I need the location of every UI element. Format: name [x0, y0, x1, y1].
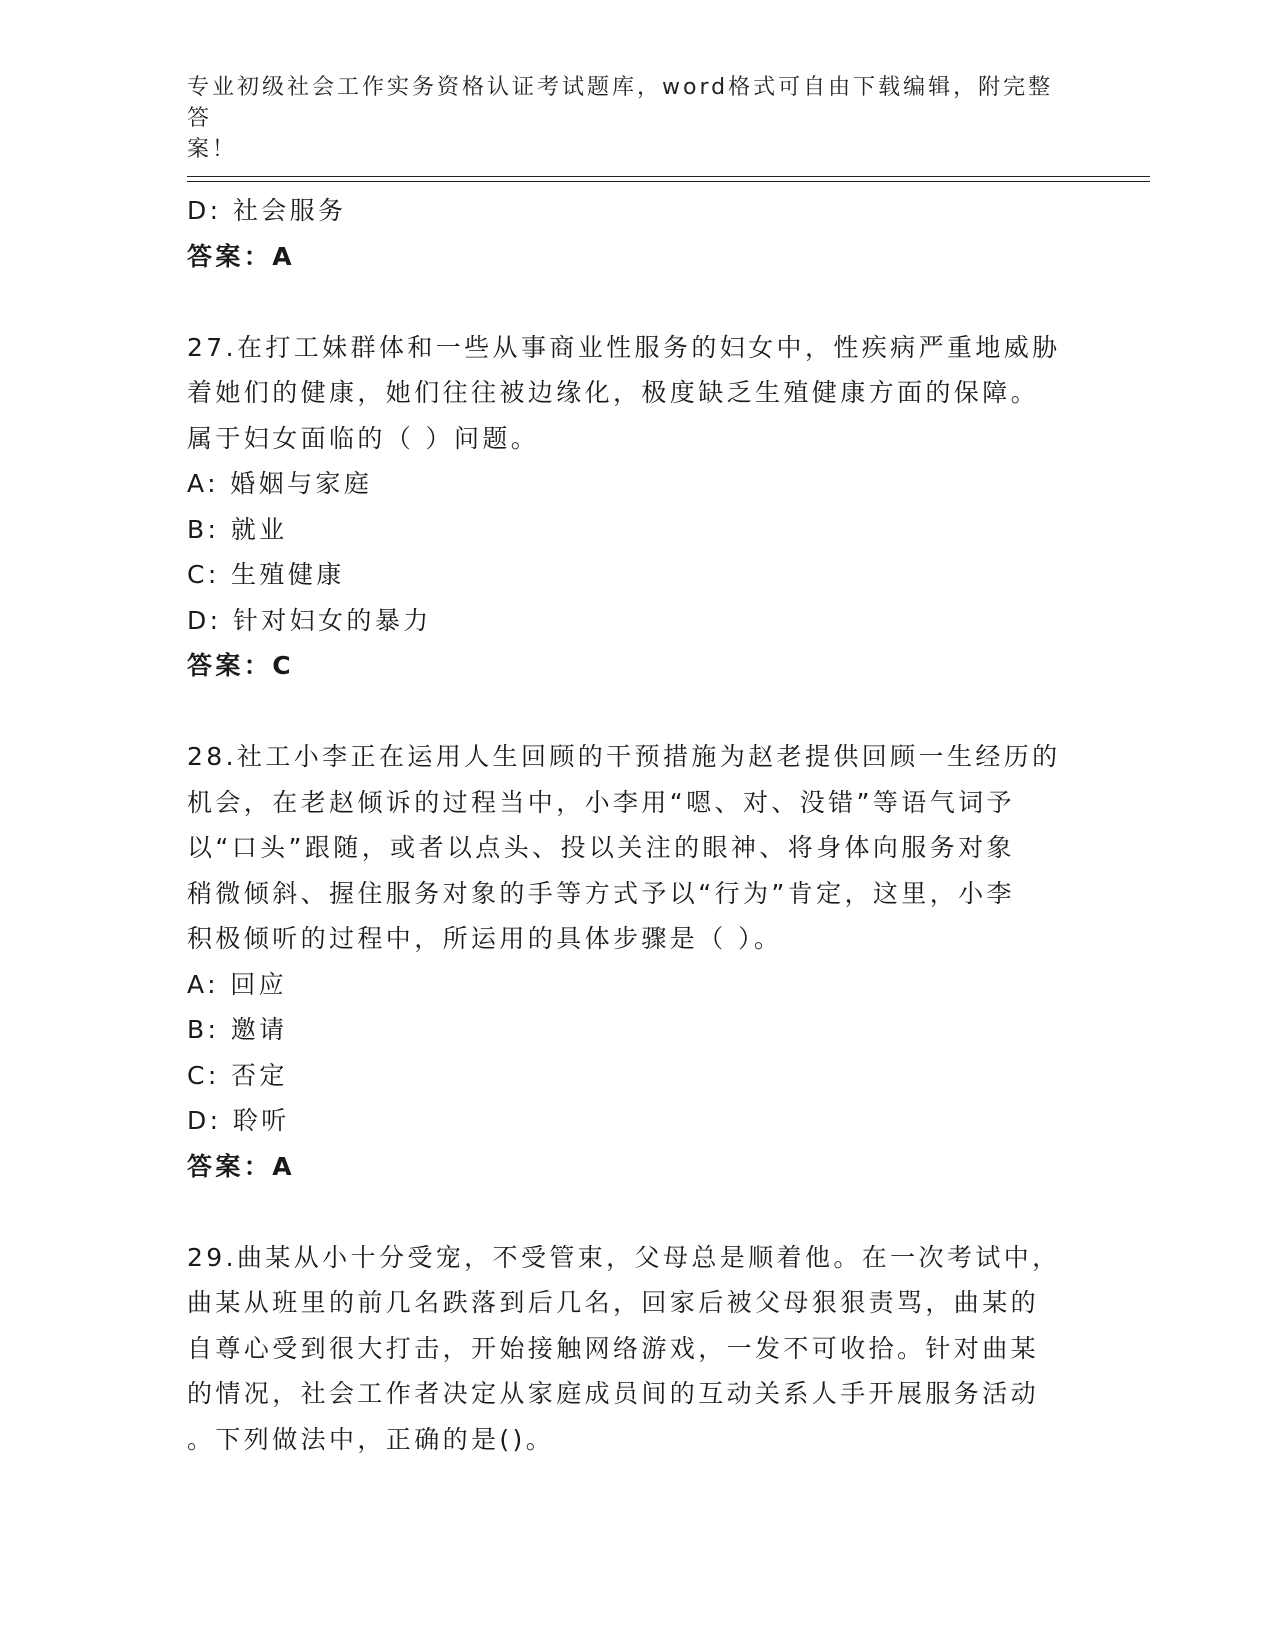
- prev-answer: 答案：A: [187, 241, 295, 271]
- question-29-text-line: 的情况，社会工作者决定从家庭成员间的互动关系人手开展服务活动: [187, 1379, 1040, 1408]
- question-28-text-line: 稍微倾斜、握住服务对象的手等方式予以“行为”肯定，这里，小李: [187, 878, 1015, 908]
- spacer: [187, 689, 1077, 735]
- header-line-1: 专业初级社会工作实务资格认证考试题库，word格式可自由下载编辑，附完整答: [187, 75, 1054, 131]
- question-29-text-line: 29.曲某从小十分受宠，不受管束，父母总是顺着他。在一次考试中，: [187, 1242, 1061, 1272]
- question-29-text-line: 曲某从班里的前几名跌落到后几名，回家后被父母狠狠责骂，曲某的: [187, 1288, 1040, 1317]
- question-28-option-d: D: 聆听: [187, 1106, 290, 1135]
- question-27-text-line: 着她们的健康，她们往往被边缘化，极度缺乏生殖健康方面的保障。: [187, 378, 1040, 407]
- question-28-text-line: 机会，在老赵倾诉的过程当中，小李用“嗯、对、没错”等语气词予: [187, 787, 1015, 817]
- document-body: [187, 188, 1077, 1462]
- question-27-option-b: B: 就业: [187, 514, 288, 544]
- question-28-option-c: C: 否定: [187, 1060, 288, 1090]
- question-27-text-line: 属于妇女面临的（ ）问题。: [187, 423, 540, 453]
- question-29: [187, 1235, 1077, 1463]
- prev-option-d: D: 社会服务: [187, 196, 347, 225]
- question-28-text-line: 28.社工小李正在运用人生回顾的干预措施为赵老提供回顾一生经历的: [187, 742, 1061, 771]
- question-28-answer: 答案：A: [187, 1151, 295, 1181]
- spacer: [187, 279, 1077, 325]
- question-28-option-a: A: 回应: [187, 969, 288, 999]
- question-29-text-line: 。下列做法中，正确的是()。: [187, 1424, 555, 1454]
- question-27-answer: 答案：C: [187, 651, 294, 680]
- question-27-option-d: D: 针对妇女的暴力: [187, 605, 432, 635]
- header-rule-top: [187, 176, 1150, 177]
- question-27-text-line: 27.在打工妹群体和一些从事商业性服务的妇女中，性疾病严重地威胁: [187, 332, 1061, 362]
- question-28-text-line: 以“口头”跟随，或者以点头、投以关注的眼神、将身体向服务对象: [187, 833, 1015, 862]
- spacer: [187, 1189, 1077, 1235]
- question-27: [187, 325, 1077, 689]
- question-28-text-line: 积极倾听的过程中，所运用的具体步骤是（ ）。: [187, 924, 783, 953]
- question-27-option-a: A: 婚姻与家庭: [187, 469, 373, 498]
- question-29-text-line: 自尊心受到很大打击，开始接触网络游戏，一发不可收拾。针对曲某: [187, 1333, 1040, 1363]
- question-27-option-c: C: 生殖健康: [187, 560, 345, 589]
- header-line-2: 案！: [187, 137, 238, 162]
- header-rule-bottom: [187, 181, 1150, 182]
- question-28-option-b: B: 邀请: [187, 1015, 288, 1044]
- page-header: [187, 72, 1067, 165]
- question-28: [187, 734, 1077, 1189]
